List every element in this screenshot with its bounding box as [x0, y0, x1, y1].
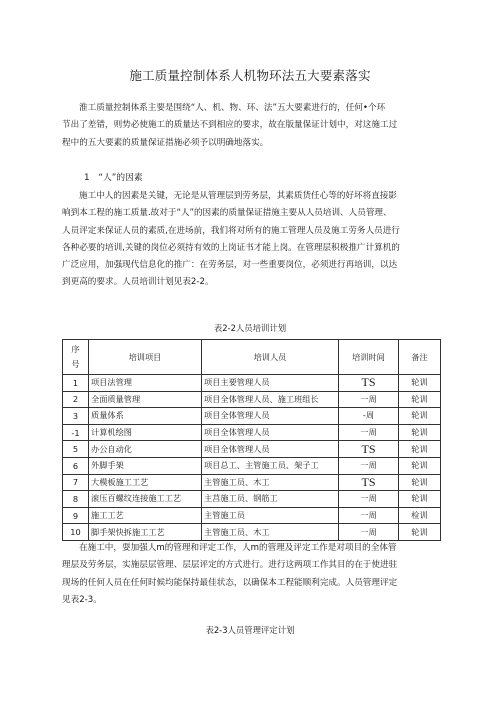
cell-personnel: 项目全体管理人员 — [202, 441, 339, 458]
table-row — [63, 408, 441, 425]
cell-remark: 轮训 — [399, 441, 441, 458]
table2-caption: 表2-3人员管理评定计划 — [205, 625, 295, 635]
text-line: 程中的五大要素的质量保证措施必须予以明确地落实。 — [62, 137, 269, 148]
section-heading: 1 “人”的因素 — [84, 173, 143, 183]
cell-duration: TS — [339, 474, 399, 491]
cell-index: -1 — [63, 424, 89, 441]
text-line: 各种必要的培训,关键的岗位必须持有效的上岗证书才能上岗。在管理层积极推广计算机的 — [62, 242, 400, 253]
cell-duration: 一周 — [339, 391, 399, 408]
table-row — [63, 457, 441, 474]
cell-item: 质量体系 — [89, 408, 202, 425]
header-cell-duration: 培训时间 — [339, 340, 399, 375]
cell-personnel: 主管施工员、木工 — [202, 524, 339, 541]
training-plan-table — [62, 339, 441, 541]
table-row — [63, 524, 441, 541]
cell-duration: 一周 — [339, 507, 399, 524]
header-cell-personnel: 培训人员 — [202, 340, 339, 375]
table-caption: 表2-2人员培训计划 — [213, 323, 287, 333]
cell-duration: 一周 — [339, 424, 399, 441]
text-line: 理层及劳务层，实施层层管理、层层评定的方式进行。进行这两项工作其目的在于使进驻 — [62, 560, 398, 571]
cell-index: 7 — [63, 474, 89, 491]
cell-item: 滚压百螺纹连接施工工艺 — [89, 491, 202, 508]
cell-index: 6 — [63, 457, 89, 474]
header-cell-index: 序 号 — [63, 340, 89, 375]
text-line: 到更高的要求。人员培训计划见表2-2。 — [62, 277, 214, 288]
cell-personnel: 项目全体管理人员 — [202, 408, 339, 425]
text-line: 响到本工程的施工质量.故对于“人”的因素的质量保证措施主要从人员培训、人员管理、 — [62, 208, 392, 219]
table-row — [63, 491, 441, 508]
cell-remark: 轮训 — [399, 375, 441, 392]
cell-remark: 轮训 — [399, 408, 441, 425]
cell-personnel: 项目总工、主管施工员、架子工 — [202, 457, 339, 474]
cell-remark: 轮训 — [399, 474, 441, 491]
table-row — [63, 375, 441, 392]
cell-item: 脚手架快拆施工工艺 — [89, 524, 202, 541]
table-row — [63, 391, 441, 408]
cell-personnel: 主莒施工员、钢筋工 — [202, 491, 339, 508]
cell-personnel: 项目全体管理人员、施工班组长 — [202, 391, 339, 408]
cell-remark: 轮训 — [399, 424, 441, 441]
cell-index: 10 — [63, 524, 89, 541]
text-line: 见表2-3。 — [62, 594, 102, 605]
intro-paragraph — [62, 100, 440, 152]
cell-remark: 轮训 — [399, 391, 441, 408]
table-row — [63, 441, 441, 458]
cell-item: 外脚手架 — [89, 457, 202, 474]
document-title: 施工质量控制体系人机物环法五大要素落实 — [129, 68, 371, 83]
text-line: 人员评定来保证人员的素质,在进场前，我们将对所有的施工管理人员及施工劳务人员进行 — [62, 225, 400, 236]
cell-item: 办公自动化 — [89, 441, 202, 458]
text-line: 淮工质量控制体系主要是围绕“人、机、物、环、法”五大要素进行的，任何•个环 — [79, 103, 386, 113]
cell-duration: 一周 — [339, 491, 399, 508]
text-line: 现场的任何人员在任何时候均能保持最佳状态，以确保本工程能顺利完成。人员管理评定 — [62, 577, 398, 588]
table-row — [63, 507, 441, 524]
table-header-row — [63, 340, 441, 375]
cell-item: 计算机绘图 — [89, 424, 202, 441]
table-row — [63, 424, 441, 441]
cell-personnel: 项目全体管理人员 — [202, 424, 339, 441]
text-line: 节出了差错，则势必使施工的质量达不到相应的要求，故在版量保证计划中，对这施工过 — [62, 120, 398, 131]
cell-index: 3 — [63, 408, 89, 425]
cell-index: 5 — [63, 441, 89, 458]
cell-duration: -周 — [339, 408, 399, 425]
cell-remark: 检训 — [399, 507, 441, 524]
cell-duration: TS — [339, 375, 399, 392]
cell-personnel: 主管施工员 — [202, 507, 339, 524]
cell-item: 施工工艺 — [89, 507, 202, 524]
text-line: 施工中人的因素是关键，无论是从管理层到劳务层，其素质货任心等的好坏将直接影 — [79, 191, 397, 201]
cell-duration: 一周 — [339, 457, 399, 474]
cell-item: 项目法管理 — [89, 375, 202, 392]
text-line: 在施工中，耍加强人m的管理和评定工作，人m的管理及评定工作是对项目的全体管 — [79, 543, 397, 553]
cell-remark: 轮训 — [399, 457, 441, 474]
cell-item: 大模板施工工艺 — [89, 474, 202, 491]
cell-index: 2 — [63, 391, 89, 408]
cell-duration: 一周 — [339, 524, 399, 541]
cell-item: 全面质量管理 — [89, 391, 202, 408]
cell-duration: TS — [339, 441, 399, 458]
header-cell-remark: 备注 — [399, 340, 441, 375]
cell-remark: 轮训 — [399, 524, 441, 541]
table-row — [63, 474, 441, 491]
cell-index: 1 — [63, 375, 89, 392]
cell-personnel: 主管施工员、木工 — [202, 474, 339, 491]
text-line: 广泛应用，加强现代信息化的推广：在劳务层，对一些重要岗位，必须进行再培训，以达 — [62, 260, 398, 271]
section-paragraph — [62, 188, 440, 292]
after-table-paragraph — [62, 540, 440, 609]
cell-index: 8 — [63, 491, 89, 508]
cell-index: 9 — [63, 507, 89, 524]
cell-personnel: 项目主要管理人员 — [202, 375, 339, 392]
header-cell-item: 培训项目 — [89, 340, 202, 375]
cell-remark: 轮训 — [399, 491, 441, 508]
